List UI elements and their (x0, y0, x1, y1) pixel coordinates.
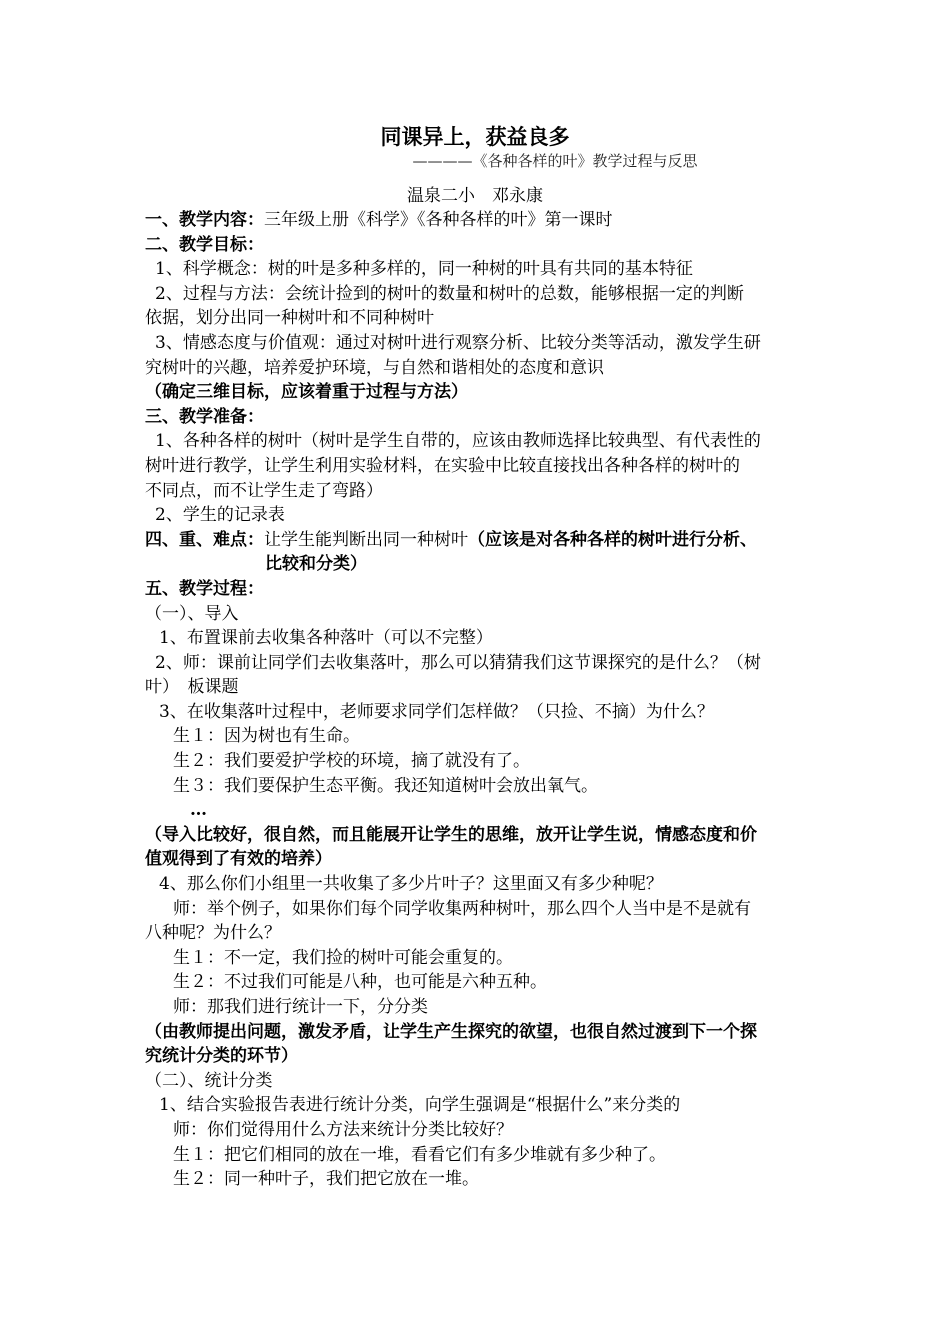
paragraph-line: 2、师：课前让同学们去收集落叶，那么可以猜猜我们这节课探究的是什么？（树 (155, 652, 761, 673)
dialogue-line: 生３：我们要保护生态平衡。我还知道树叶会放出氧气。 (173, 775, 598, 796)
paragraph-line: 2、学生的记录表 (155, 505, 285, 526)
paragraph-line: 1、各种各样的树叶（树叶是学生自带的，应该由教师选择比较典型、有代表性的 (155, 431, 761, 452)
section-heading: 五、教学过程： (145, 578, 264, 599)
paragraph-line: 1、布置课前去收集各种落叶（可以不完整） (159, 628, 493, 649)
subsection-heading: （二）、统计分类 (145, 1070, 273, 1091)
section-text: 三年级上册《科学》《各种各样的叶》第一课时 (264, 210, 613, 230)
reflection-note: 比较和分类） (265, 554, 367, 575)
paragraph-line: 依据，划分出同一种树叶和不同种树叶 (145, 308, 434, 329)
paragraph-line: 3、在收集落叶过程中，老师要求同学们怎样做？（只捡、不摘）为什么？ (159, 701, 714, 722)
dialogue-line: 生２：同一种叶子，我们把它放在一堆。 (173, 1169, 479, 1190)
dialogue-line: 生１：把它们相同的放在一堆，看看它们有多少堆就有多少种了。 (173, 1144, 666, 1165)
section-teaching-content (145, 208, 815, 233)
document-body (145, 208, 815, 1192)
dialogue-line: 师：那我们进行统计一下，分分类 (173, 997, 428, 1017)
reflection-note: 究统计分类的环节） (145, 1046, 298, 1067)
document-subtitle: ————《各种各样的叶》教学过程与反思 (412, 152, 698, 170)
reflection-note: （确定三维目标，应该着重于过程与方法） (145, 382, 468, 403)
dialogue-line: 师：你们觉得用什么方法来统计分类比较好？ (173, 1119, 513, 1140)
paragraph-line: 树叶进行教学，让学生利用实验材料，在实验中比较直接找出各种各样的树叶的 (145, 455, 740, 476)
paragraph-line: 3、情感态度与价值观：通过对树叶进行观察分析、比较分类等活动，激发学生研 (155, 332, 761, 353)
section-heading: 四、重、难点： (145, 529, 264, 550)
paragraph-line: 不同点，而不让学生走了弯路） (145, 480, 383, 501)
paragraph-line: 1、科学概念：树的叶是多种多样的，同一种树的叶具有共同的基本特征 (155, 259, 693, 280)
dialogue-line: 生１：因为树也有生命。 (173, 726, 360, 747)
reflection-note: （应该是对各种各样的树叶进行分析、 (468, 529, 757, 550)
dialogue-line: 生２：不过我们可能是八种，也可能是六种五种。 (173, 972, 547, 993)
dialogue-line: 师：举个例子，如果你们每个同学收集两种树叶，那么四个人当中是不是就有 (173, 898, 751, 919)
dialogue-line: 生１：不一定，我们捡的树叶可能会重复的。 (173, 947, 513, 968)
section-heading: 三、教学准备： (145, 406, 264, 427)
section-text: 让学生能判断出同一种树叶 (264, 529, 468, 550)
dialogue-line: 八种呢？为什么？ (145, 923, 281, 944)
paragraph-line: 1、结合实验报告表进行统计分类，向学生强调是“根据什么”来分类的 (159, 1095, 681, 1116)
paragraph-line: 叶） 板课题 (145, 677, 239, 698)
document-title: 同课异上，获益良多 (380, 124, 570, 149)
reflection-note: （导入比较好，很自然，而且能展开让学生的思维，放开让学生说，情感态度和价 (145, 824, 757, 845)
section-key-points (145, 528, 815, 553)
section-heading: 二、教学目标： (145, 234, 264, 255)
author-line: 温泉二小 邓永康 (407, 186, 543, 206)
paragraph-line: 4、那么你们小组里一共收集了多少片叶子？这里面又有多少种呢？ (159, 874, 663, 895)
paragraph-line: 2、过程与方法：会统计捡到的树叶的数量和树叶的总数，能够根据一定的判断 (155, 283, 744, 304)
reflection-note: （由教师提出问题，激发矛盾，让学生产生探究的欲望，也很自然过渡到下一个探 (145, 1021, 757, 1042)
dialogue-line: 生２：我们要爱护学校的环境，摘了就没有了。 (173, 751, 530, 772)
paragraph-line: 究树叶的兴趣，培养爱护环境，与自然和谐相处的态度和意识 (145, 357, 604, 378)
section-heading: 一、教学内容： (145, 210, 264, 230)
ellipsis: … (190, 800, 207, 821)
reflection-note: 值观得到了有效的培养） (145, 849, 332, 870)
subsection-heading: （一）、导入 (145, 603, 239, 624)
